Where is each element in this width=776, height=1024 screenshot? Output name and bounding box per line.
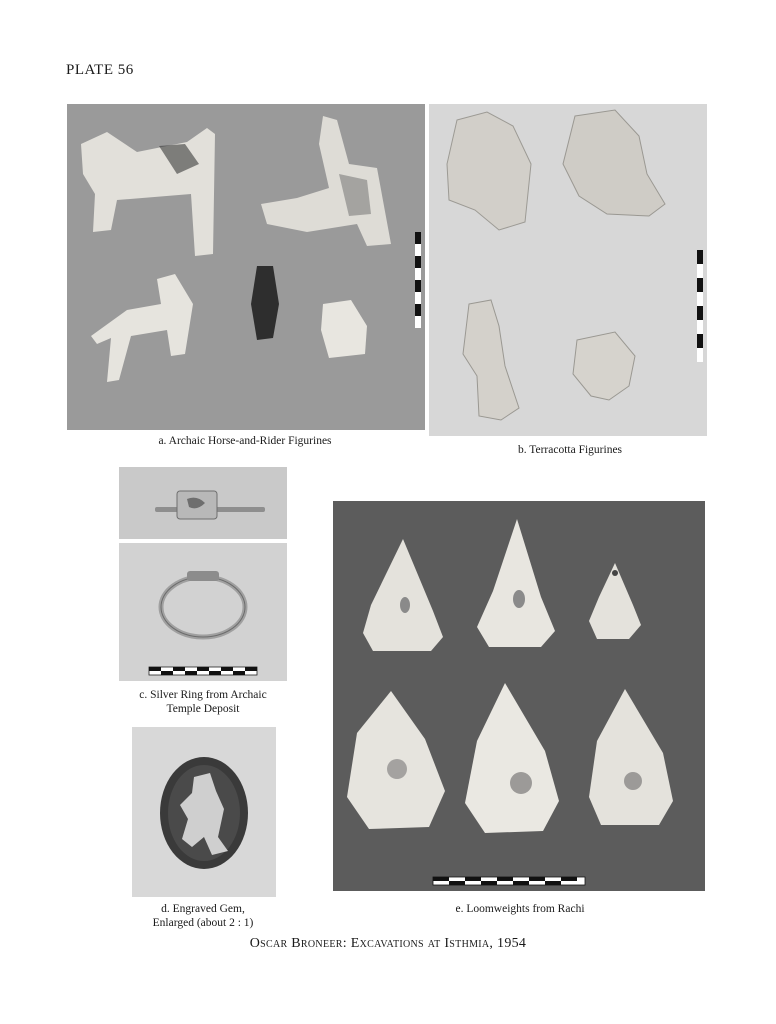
caption-c-line1: c. Silver Ring from Archaic (139, 689, 267, 701)
caption-d-line1: d. Engraved Gem, (161, 903, 245, 915)
caption-c (118, 688, 288, 716)
photo-terracotta-figurines (429, 104, 707, 436)
photo-silver-ring-bottom (119, 543, 287, 681)
photo-silver-ring-top (119, 467, 287, 539)
photo-engraved-gem (132, 727, 276, 897)
caption-b: b. Terracotta Figurines (517, 444, 623, 456)
footer-title: Excavations at Isthmia, 1954 (350, 936, 527, 951)
caption-d (118, 902, 288, 930)
photo-loomweights (333, 501, 705, 891)
caption-a: a. Archaic Horse-and-Rider Figurines (158, 435, 332, 447)
plate-title: PLATE 56 (66, 62, 134, 78)
caption-d-line2: Enlarged (about 2 : 1) (152, 917, 254, 929)
photo-horse-rider-figurines (67, 104, 425, 430)
footer-author: Oscar Broneer: (249, 936, 347, 951)
caption-c-line2: Temple Deposit (166, 703, 240, 715)
page-footer (0, 936, 776, 952)
caption-e: e. Loomweights from Rachi (455, 903, 585, 915)
